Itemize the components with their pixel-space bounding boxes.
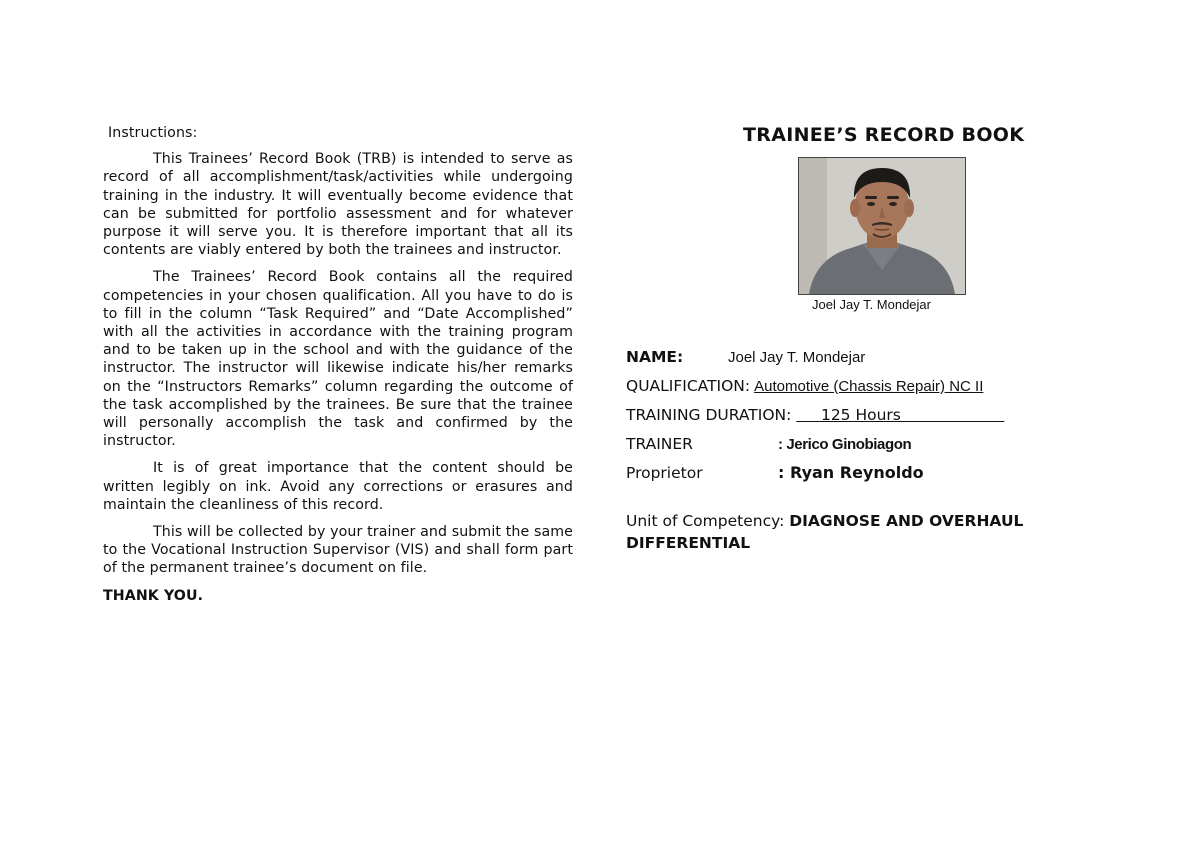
instructions-heading: Instructions: xyxy=(108,125,198,141)
unit-of-competency xyxy=(626,510,1086,554)
name-label: NAME: xyxy=(626,348,684,366)
trainee-portrait-illustration xyxy=(799,158,965,294)
trainee-details xyxy=(626,346,1086,491)
duration-value-line xyxy=(796,406,1004,424)
trainee-photo xyxy=(798,157,966,295)
proprietor-row xyxy=(626,462,1086,491)
thank-you-closing: THANK YOU. xyxy=(103,587,204,604)
competency-label: Unit of Competency: xyxy=(626,512,785,530)
trainer-row xyxy=(626,433,1086,462)
name-value: Joel Jay T. Mondejar xyxy=(728,349,866,366)
instructions-panel xyxy=(103,124,573,619)
instructions-paragraph-2: The Trainees’ Record Book contains all the required competencies in your chosen qualification. All you have to do is to fill in the column “Task Required” and “Date Accomplished” with all the activities in accordance with the training program and to be taken up in the school and with the guidance of the instructor. The instructor will likewise indicate his/her remarks on the “Instructors Remarks” column regarding the outcome of the task accomplished by the trainees. Be sure that the trainee will personally accomplish the task and confirmed by the instructor. xyxy=(103,269,573,450)
instructions-paragraph-3: It is of great importance that the content should be written legibly on ink. Avoid any corrections or erasures and maintain the cleanliness of this record. xyxy=(103,460,573,513)
duration-label: TRAINING DURATION: xyxy=(626,406,792,424)
duration-value: 125 Hours xyxy=(820,406,901,424)
trainer-label: TRAINER xyxy=(626,435,693,453)
instructions-paragraph-4: This will be collected by your trainer and submit the same to the Vocational Instruction Supervisor (VIS) and shall form part of the permanent trainee’s document on file. xyxy=(103,524,573,577)
instructions-paragraph-1: This Trainees’ Record Book (TRB) is intended to serve as record of all accomplishment/task/activities while undergoing training in the industry. It will eventually become evidence that can be submitted for portfolio assessment and for whatever purpose it will serve you. It is therefore important that all its contents are viably entered by both the trainees and instructor. xyxy=(103,151,573,259)
qualification-row xyxy=(626,375,1086,404)
proprietor-value: : Ryan Reynoldo xyxy=(778,463,924,482)
duration-row xyxy=(626,404,1086,433)
trainer-value: : Jerico Ginobiagon xyxy=(778,436,912,453)
qualification-label: QUALIFICATION: xyxy=(626,377,751,395)
name-row xyxy=(626,346,1086,375)
competency-value: DIAGNOSE AND OVERHAUL DIFFERENTIAL xyxy=(626,512,1024,552)
photo-caption: Joel Jay T. Mondejar xyxy=(812,297,931,312)
proprietor-label: Proprietor xyxy=(626,464,703,482)
record-book-title: TRAINEE’S RECORD BOOK xyxy=(743,124,1025,146)
qualification-value: Automotive (Chassis Repair) NC II xyxy=(754,378,984,395)
